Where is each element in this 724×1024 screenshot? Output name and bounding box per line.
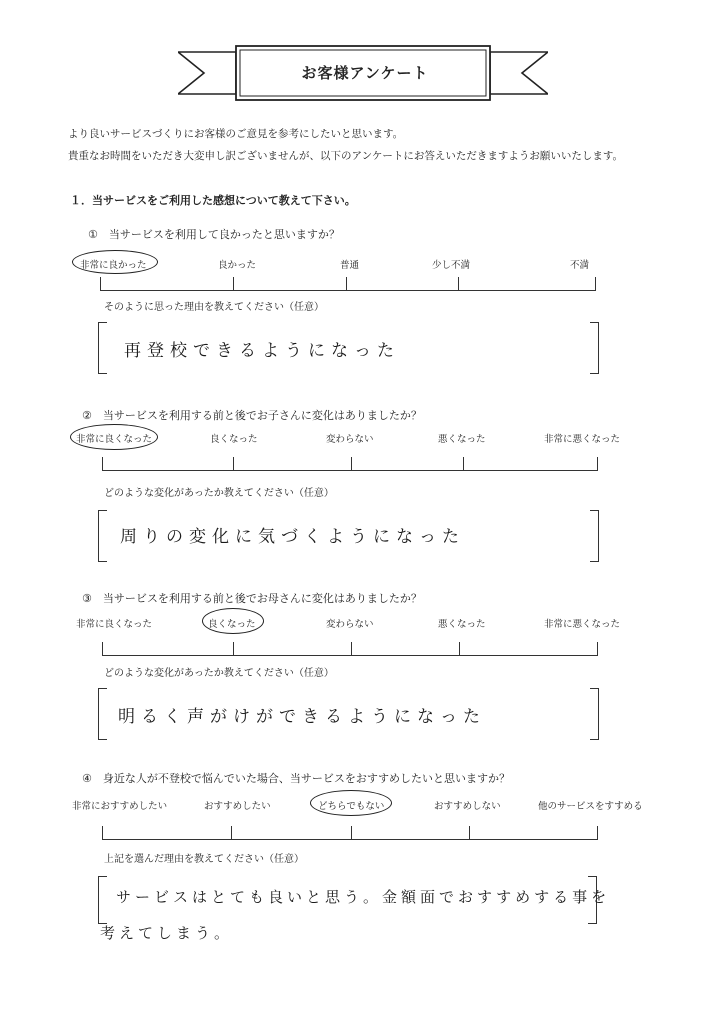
q4-answer-line-1[interactable]: サービスはとても良いと思う。金額面でおすすめする事を [116, 888, 611, 906]
q4-option-5[interactable]: 他のサービスをすすめる [538, 801, 643, 812]
q3-option-3[interactable]: 変わらない [326, 619, 374, 630]
q1-reason-label: そのように思った理由を教えてください（任意） [104, 302, 324, 313]
q3-answer[interactable]: 明るく声がけができるようになった [118, 707, 486, 727]
q3-answer-bracket-left [98, 688, 107, 740]
q4-option-1[interactable]: 非常におすすめしたい [72, 801, 168, 812]
intro-line-2: 貴重なお時間をいただき大変申し訳ございませんが、以下のアンケートにお答えいただきますようお願いいたします。 [68, 150, 624, 162]
q2-option-1[interactable]: 非常に良くなった [76, 434, 153, 445]
q3-answer-bracket-right [590, 688, 599, 740]
q1-option-2[interactable]: 良かった [218, 260, 257, 271]
q2-answer-bracket-right [590, 510, 599, 562]
q4-reason-label: 上記を選んだ理由を教えてください（任意） [104, 854, 304, 865]
question-4-text: ④ 身近な人が不登校で悩んでいた場合、当サービスをおすすめしたいと思いますか？ [82, 772, 510, 785]
q2-option-5[interactable]: 非常に悪くなった [544, 434, 621, 445]
q1-answer-bracket-right [590, 322, 599, 374]
q2-option-3[interactable]: 変わらない [326, 434, 374, 445]
section-1-title: １．当サービスをご利用した感想について教えて下さい。 [70, 194, 356, 207]
q1-option-1[interactable]: 非常に良かった [80, 260, 147, 271]
q3-scale [102, 642, 598, 656]
q2-option-2[interactable]: 良くなった [210, 434, 258, 445]
q1-scale [100, 277, 596, 291]
q4-selected-circle [310, 790, 392, 816]
q3-option-2[interactable]: 良くなった [208, 619, 256, 630]
q4-option-3[interactable]: どちらでもない [318, 801, 385, 812]
q3-reason-label: どのような変化があったか教えてください（任意） [104, 668, 334, 679]
page-title: お客様アンケート [301, 64, 429, 82]
q2-selected-circle [70, 424, 158, 450]
intro-line-1: より良いサービスづくりにお客様のご意見を参考にしたいと思います。 [68, 128, 404, 140]
q2-answer-bracket-left [98, 510, 107, 562]
q4-answer-line-2[interactable]: 考えてしまう。 [100, 924, 234, 942]
q3-selected-circle [202, 608, 264, 634]
q4-option-2[interactable]: おすすめしたい [204, 801, 271, 812]
question-2-text: ② 当サービスを利用する前と後でお子さんに変化はありましたか？ [82, 409, 422, 422]
q2-scale [102, 457, 598, 471]
question-1-text: ① 当サービスを利用して良かったと思いますか？ [88, 228, 340, 241]
q2-option-4[interactable]: 悪くなった [438, 434, 486, 445]
q1-answer-bracket-left [98, 322, 107, 374]
q4-option-4[interactable]: おすすめしない [434, 801, 501, 812]
q3-option-4[interactable]: 悪くなった [438, 619, 486, 630]
q2-answer[interactable]: 周りの変化に気づくようになった [120, 527, 465, 547]
q3-option-1[interactable]: 非常に良くなった [76, 619, 153, 630]
q1-option-4[interactable]: 少し不満 [432, 260, 471, 271]
q4-scale [102, 826, 598, 840]
q4-answer-bracket-left [98, 876, 107, 924]
q2-reason-label: どのような変化があったか教えてください（任意） [104, 488, 334, 499]
q1-selected-circle [72, 250, 158, 274]
question-3-text: ③ 当サービスを利用する前と後でお母さんに変化はありましたか？ [82, 592, 422, 605]
q1-option-3[interactable]: 普通 [340, 260, 360, 271]
q1-option-5[interactable]: 不満 [570, 260, 590, 271]
q3-option-5[interactable]: 非常に悪くなった [544, 619, 621, 630]
q1-answer[interactable]: 再登校できるようになった [124, 341, 400, 361]
